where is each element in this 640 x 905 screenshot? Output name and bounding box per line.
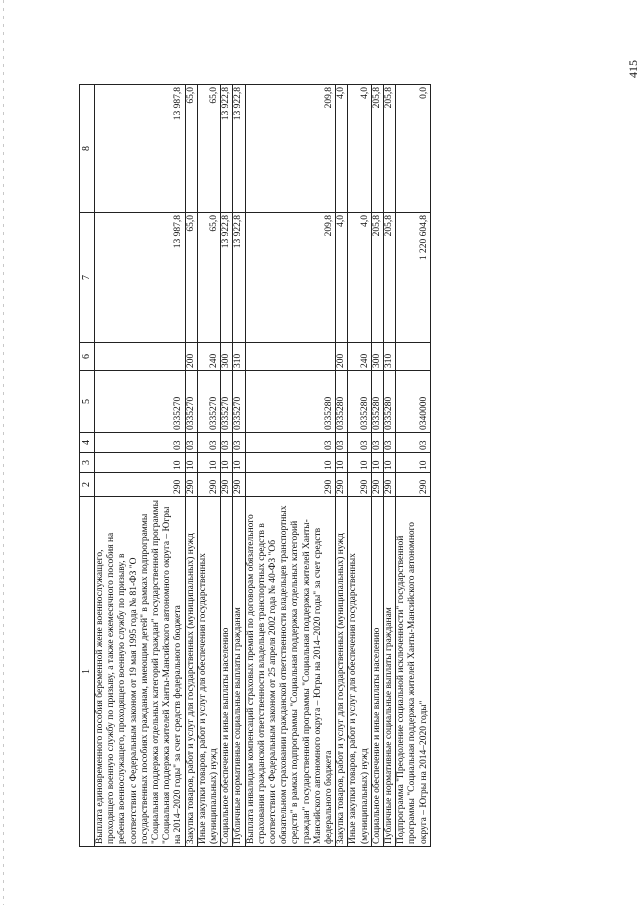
table-row xyxy=(336,85,348,847)
table-row xyxy=(233,85,245,847)
cell-col2: 290 xyxy=(336,473,348,497)
page-number: 415 xyxy=(626,60,640,78)
cell-col3: 10 xyxy=(95,453,186,473)
budget-table xyxy=(79,84,431,847)
cell-col8: 0,0 xyxy=(396,85,431,213)
cell-col8: 205,8 xyxy=(371,85,383,213)
cell-col7: 205,8 xyxy=(371,213,383,343)
cell-col5: 0335280 xyxy=(348,371,371,433)
row-name: Социальное обеспечение и иные выплаты населению xyxy=(221,497,233,847)
row-name: Публичные нормативные социальные выплаты гражданам xyxy=(233,497,245,847)
table-row xyxy=(95,85,186,847)
cell-col7: 13 922,8 xyxy=(221,213,233,343)
cell-col8: 65,0 xyxy=(185,85,197,213)
cell-col2: 290 xyxy=(371,473,383,497)
cell-col8: 4,0 xyxy=(336,85,348,213)
row-name: Публичные нормативные социальные выплаты гражданам xyxy=(384,497,396,847)
row-name: Выплата инвалидам компенсаций страховых премий по договорам обязательного страхования гражданской ответственности владельцев транспортных средств в соответствии с Федеральным законом от 25 апреля 2002 года № 40-ФЗ "Об обязательном страховании гражданской ответственности владельцев транспортных средств" в рамках подпрограммы "Социальная поддержка отдельных категорий граждан" государственной программы "Социальная поддержка жителей Ханты-Мансийского автономного округа – Югры на 2014–2020 годы" за счет средств федерального бюджета xyxy=(245,497,336,847)
cell-col8: 4,0 xyxy=(348,85,371,213)
cell-col2: 290 xyxy=(384,473,396,497)
cell-col5: 0335270 xyxy=(197,371,220,433)
cell-col6 xyxy=(245,343,336,371)
scan-edge xyxy=(3,0,4,905)
cell-col7: 4,0 xyxy=(348,213,371,343)
cell-col7: 65,0 xyxy=(185,213,197,343)
cell-col6: 200 xyxy=(185,343,197,371)
cell-col7: 209,8 xyxy=(245,213,336,343)
cell-col4: 03 xyxy=(233,433,245,453)
cell-col6 xyxy=(396,343,431,371)
cell-col3: 10 xyxy=(384,453,396,473)
cell-col2: 290 xyxy=(95,473,186,497)
table-row xyxy=(185,85,197,847)
row-name: Закупка товаров, работ и услуг для государственных (муниципальных) нужд xyxy=(185,497,197,847)
cell-col4: 03 xyxy=(348,433,371,453)
cell-col6: 300 xyxy=(371,343,383,371)
row-name: Выплата единовременного пособия беременной жене военнослужащего, проходящего военную службу по призыву, а также ежемесячного пособия на ребенка военнослужащего, проходящего военную службу по призыву, в соответствии с Федеральным законом от 19 мая 1995 года № 81-ФЗ "О государственных пособиях гражданам, имеющим детей" в рамках подпрограммы "Социальная поддержка отдельных категорий граждан" государственной программы "Социальная поддержка жителей Ханты-Мансийского автономного округа – Югры на 2014–2020 годы" за счет средств федерального бюджета xyxy=(95,497,186,847)
cell-col2: 290 xyxy=(221,473,233,497)
table-row xyxy=(197,85,220,847)
col-header-4: 4 xyxy=(80,433,95,453)
cell-col4: 03 xyxy=(396,433,431,453)
cell-col4: 03 xyxy=(95,433,186,453)
cell-col5: 0340000 xyxy=(396,371,431,433)
cell-col5: 0335270 xyxy=(233,371,245,433)
cell-col2: 290 xyxy=(348,473,371,497)
cell-col5: 0335270 xyxy=(185,371,197,433)
cell-col5: 0335280 xyxy=(371,371,383,433)
cell-col5: 0335270 xyxy=(95,371,186,433)
cell-col4: 03 xyxy=(245,433,336,453)
table-row xyxy=(348,85,371,847)
cell-col8: 65,0 xyxy=(197,85,220,213)
cell-col6: 300 xyxy=(221,343,233,371)
cell-col3: 10 xyxy=(221,453,233,473)
cell-col6 xyxy=(95,343,186,371)
cell-col7: 13 922,8 xyxy=(233,213,245,343)
cell-col3: 10 xyxy=(233,453,245,473)
cell-col7: 65,0 xyxy=(197,213,220,343)
cell-col6: 310 xyxy=(384,343,396,371)
cell-col7: 13 987,8 xyxy=(95,213,186,343)
table-row xyxy=(396,85,431,847)
col-header-2: 2 xyxy=(80,473,95,497)
row-name: Социальное обеспечение и иные выплаты населению xyxy=(371,497,383,847)
cell-col6: 200 xyxy=(336,343,348,371)
table-row xyxy=(384,85,396,847)
cell-col5: 0335280 xyxy=(384,371,396,433)
cell-col8: 13 922,8 xyxy=(221,85,233,213)
col-header-7: 7 xyxy=(80,213,95,343)
cell-col7: 205,8 xyxy=(384,213,396,343)
cell-col2: 290 xyxy=(197,473,220,497)
cell-col2: 290 xyxy=(185,473,197,497)
cell-col2: 290 xyxy=(396,473,431,497)
row-name: Подпрограмма "Преодоление социальной исключенности" государственной программы "Социальная поддержка жителей Ханты-Мансийского автономного округа – Югры на 2014–2020 годы" xyxy=(396,497,431,847)
col-header-1: 1 xyxy=(80,497,95,847)
cell-col3: 10 xyxy=(245,453,336,473)
row-name: Иные закупки товаров, работ и услуг для обеспечения государственных (муниципальных) нужд xyxy=(197,497,220,847)
cell-col7: 4,0 xyxy=(336,213,348,343)
cell-col4: 03 xyxy=(197,433,220,453)
col-header-8: 8 xyxy=(80,85,95,213)
cell-col5: 0335280 xyxy=(245,371,336,433)
table-row xyxy=(221,85,233,847)
cell-col3: 10 xyxy=(348,453,371,473)
cell-col4: 03 xyxy=(371,433,383,453)
cell-col4: 03 xyxy=(336,433,348,453)
cell-col8: 205,8 xyxy=(384,85,396,213)
cell-col3: 10 xyxy=(185,453,197,473)
cell-col6: 240 xyxy=(348,343,371,371)
cell-col3: 10 xyxy=(371,453,383,473)
cell-col3: 10 xyxy=(197,453,220,473)
col-header-6: 6 xyxy=(80,343,95,371)
header-row xyxy=(80,85,95,847)
cell-col8: 13 922,8 xyxy=(233,85,245,213)
cell-col8: 13 987,8 xyxy=(95,85,186,213)
cell-col3: 10 xyxy=(396,453,431,473)
cell-col7: 1 220 604,8 xyxy=(396,213,431,343)
cell-col2: 290 xyxy=(245,473,336,497)
cell-col4: 03 xyxy=(185,433,197,453)
cell-col2: 290 xyxy=(233,473,245,497)
col-header-3: 3 xyxy=(80,453,95,473)
cell-col5: 0335270 xyxy=(221,371,233,433)
cell-col4: 03 xyxy=(221,433,233,453)
table-row xyxy=(245,85,336,847)
table-row xyxy=(371,85,383,847)
cell-col6: 240 xyxy=(197,343,220,371)
rotated-table-container xyxy=(79,85,615,847)
cell-col4: 03 xyxy=(384,433,396,453)
row-name: Закупка товаров, работ и услуг для государственных (муниципальных) нужд xyxy=(336,497,348,847)
col-header-5: 5 xyxy=(80,371,95,433)
cell-col3: 10 xyxy=(336,453,348,473)
cell-col6: 310 xyxy=(233,343,245,371)
row-name: Иные закупки товаров, работ и услуг для обеспечения государственных (муниципальных) нужд xyxy=(348,497,371,847)
cell-col8: 209,8 xyxy=(245,85,336,213)
cell-col5: 0335280 xyxy=(336,371,348,433)
